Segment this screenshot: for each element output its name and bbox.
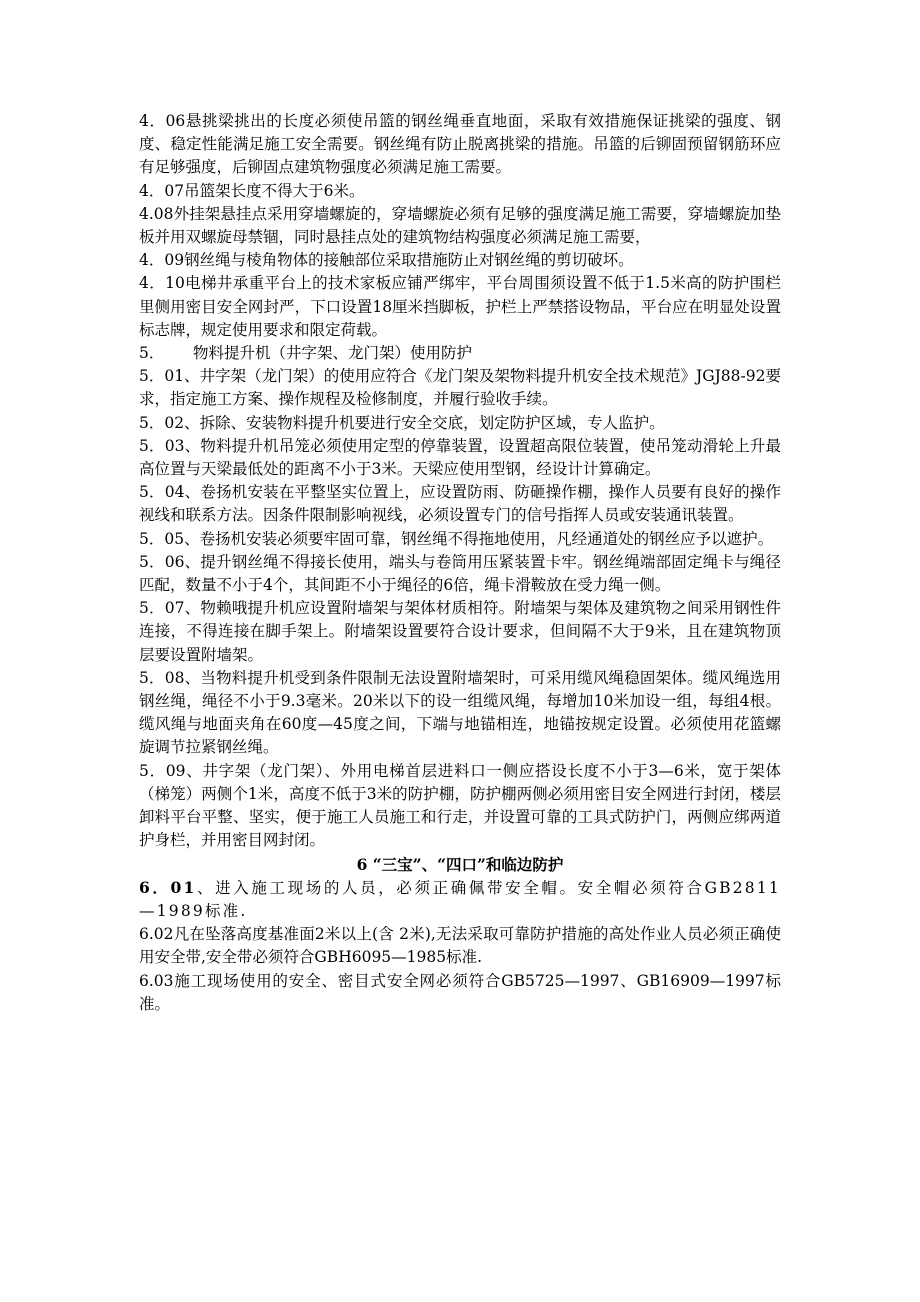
paragraph-5-08: 5．08、当物料提升机受到条件限制无法设置附墙架时，可采用缆风绳稳固架体。缆风绳选用钢丝绳，绳径不小于9.3毫米。20米以下的设一组缆风绳，每增加10米加设一组，每组4根。缆风绳与地面夹角在60度—45度之间，下端与地锚相连，地锚按规定设置。必须使用花篮螺旋调节拉紧钢丝绳。: [139, 668, 781, 757]
paragraph-6-02: 6.02凡在坠落高度基准面2米以上(含 2米),无法采取可靠防护措施的高处作业人员必须正确使用安全带,安全带必须符合GBH6095—1985标准.: [139, 925, 781, 967]
document-page: [139, 110, 781, 1016]
paragraph-6-01: [139, 876, 781, 923]
section-6-title: 6 “三宝”、“四口”和临边防护: [356, 854, 564, 874]
paragraph-5-07: 5．07、物赖哦提升机应设置附墙架与架体材质相符。附墙架与架体及建筑物之间采用钢性件连接，不得连接在脚手架上。附墙架设置要符合设计要求，但间隔不大于9米，且在建筑物顶层要设置附墙架。: [139, 599, 781, 664]
paragraph-5-02: 5．02、拆除、安装物料提升机要进行安全交底，划定防护区域，专人监护。: [139, 413, 665, 432]
paragraph-5-06: 5．06、提升钢丝绳不得接长使用，端头与卷筒用压紧装置卡牢。钢丝绳端部固定绳卡与绳径匹配，数量不小于4个，其间距不小于绳径的6倍，绳卡滑鞍放在受力绳一侧。: [139, 552, 781, 595]
paragraph-6-03: 6.03施工现场使用的安全、密目式安全网必须符合GB5725—1997、GB16909—1997标准。: [139, 971, 781, 1013]
paragraph-6-01-text: 、进入施工现场的人员，必须正确佩带安全帽。安全帽必须符合GB2811—1989标准.: [139, 878, 781, 920]
paragraph-4-08: 4.08外挂架悬挂点采用穿墙螺旋的，穿墙螺旋必须有足够的强度满足施工需要，穿墙螺旋加垫板并用双螺旋母禁锢，同时悬挂点处的建筑物结构强度必须满足施工需要，: [139, 204, 781, 247]
paragraph-4-10: 4．10电梯井承重平台上的技术家板应铺严绑牢，平台周围须设置不低于1.5米高的防护围栏里侧用密目安全网封严，下口设置18厘米挡脚板，护栏上严禁搭设物品，平台应在明显处设置标志牌，规定使用要求和限定荷载。: [139, 274, 781, 339]
paragraph-5-01: 5．01、井字架（龙门架）的使用应符合《龙门架及架物料提升机安全技术规范》JGJ88-92要求，指定施工方案、操作规程及检修制度，并履行验收手续。: [139, 367, 781, 409]
paragraph-4-09: 4．09钢丝绳与棱角物体的接触部位采取措施防止对钢丝绳的剪切破坏。: [139, 251, 634, 270]
paragraph-5-04: 5．04、卷扬机安装在平整坚实位置上，应设置防雨、防砸操作棚，操作人员要有良好的操作视线和联系方法。因条件限制影响视线，必须设置专门的信号指挥人员或安装通讯装置。: [139, 483, 781, 525]
section-5-number: 5．: [139, 344, 165, 363]
paragraph-5-05: 5．05、卷扬机安装必须要牢固可靠，钢丝绳不得拖地使用，凡经通道处的钢丝应予以遮护。: [139, 529, 774, 548]
paragraph-4-07: 4．07吊篮架长度不得大于6米。: [139, 181, 365, 200]
section-5-heading: [139, 342, 781, 365]
paragraph-5-09: 5．09、井字架（龙门架）、外用电梯首层进料口一侧应搭设长度不小于3—6米，宽于架体（梯笼）两侧个1米，高度不低于3米的防护棚，防护棚两侧必须用密目安全网进行封闭，楼层卸料平台平整、坚实，便于施工人员施工和行走，并设置可靠的工具式防护门，两侧应绑两道护身栏，并用密目网封闭。: [139, 761, 781, 850]
paragraph-4-06: 4．06悬挑梁挑出的长度必须使吊篮的钢丝绳垂直地面，采取有效措施保证挑梁的强度、钢度、稳定性能满足施工安全需要。钢丝绳有防止脱离挑梁的措施。吊篮的后铆固预留钢筋环应有足够强度，后铆固点建筑物强度必须满足施工需要。: [139, 112, 781, 177]
section-5-title: 物料提升机（井字架、龙门架）使用防护: [193, 344, 473, 363]
paragraph-5-03: 5．03、物料提升机吊笼必须使用定型的停靠装置，设置超高限位装置，使吊笼动滑轮上升最高位置与天梁最低处的距离不小于3米。天梁应使用型钢，经设计计算确定。: [139, 436, 781, 479]
paragraph-6-01-number: 6．01: [139, 877, 197, 897]
